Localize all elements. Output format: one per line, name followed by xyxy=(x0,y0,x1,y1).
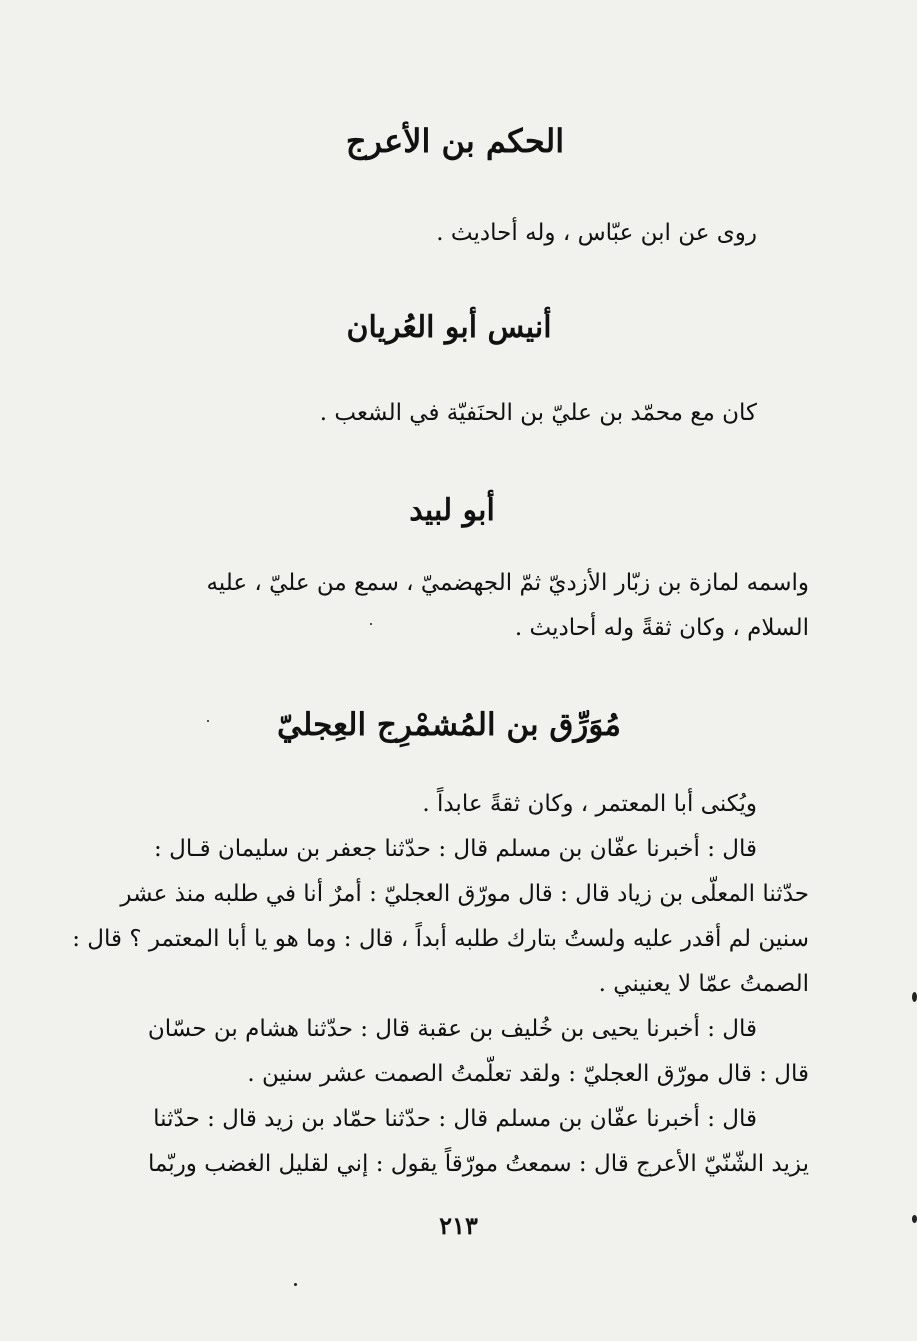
entry-text-muwarriq-line-8: قال : أخبرنا عفّان بن مسلم قال : حدّثنا حمّاد بن زيد قال : حدّثنا xyxy=(153,1106,757,1132)
entry-title-abulabid: أبو لبيد xyxy=(409,493,495,528)
entry-text-hakam-line-1: روى عن ابن عبّاس ، وله أحاديث . xyxy=(436,220,757,246)
entry-text-muwarriq-line-6: قال : أخبرنا يحيى بن خُليف بن عقبة قال : حدّثنا هشام بن حسّان xyxy=(147,1016,757,1042)
entry-text-muwarriq-line-4: سنين لم أقدر عليه ولستُ بتارك طلبه أبداً ، قال : وما هو يا أبا المعتمر ؟ قال : xyxy=(72,926,809,952)
entry-text-anis-line-1: كان مع محمّد بن عليّ بن الحنَفيّة في الشعب . xyxy=(319,400,757,426)
entry-text-muwarriq-line-5: الصمتُ عمّا لا يعنيني . xyxy=(598,971,809,997)
entry-text-muwarriq-line-3: حدّثنا المعلّى بن زياد قال : قال مورّق العجليّ : أمرٌ أنا في طلبه منذ عشر xyxy=(120,881,809,907)
scan-speck xyxy=(912,1215,917,1223)
scan-speck xyxy=(370,623,372,625)
scan-speck xyxy=(207,720,209,722)
entry-text-muwarriq-line-9: يزيد الشّنّيّ الأعرج قال : سمعتُ مورّقاً يقول : إني لقليل الغضب وربّما xyxy=(147,1151,809,1177)
entry-text-abulabid-line-1: واسمه لمازة بن زبّار الأزديّ ثمّ الجهضميّ ، سمع من عليّ ، عليه xyxy=(206,570,809,596)
page-number: ٢١٣ xyxy=(439,1211,478,1240)
entry-title-anis: أنيس أبو العُريان xyxy=(346,310,552,345)
entry-text-muwarriq-line-1: ويُكنى أبا المعتمر ، وكان ثقةً عابداً . xyxy=(422,791,757,817)
scan-speck xyxy=(912,992,917,1002)
entry-title-muwarriq: مُوَرِّق بن المُشمْرِج العِجليّ xyxy=(276,707,622,743)
scan-speck xyxy=(294,1283,297,1286)
entry-text-abulabid-line-2: السلام ، وكان ثقةً وله أحاديث . xyxy=(514,615,809,641)
entry-title-hakam: الحكم بن الأعرج xyxy=(345,122,565,160)
entry-text-muwarriq-line-2: قال : أخبرنا عفّان بن مسلم قال : حدّثنا جعفر بن سليمان قـال : xyxy=(154,836,757,862)
entry-text-muwarriq-line-7: قال : قال مورّق العجليّ : ولقد تعلّمتُ الصمت عشر سنين . xyxy=(247,1061,809,1087)
